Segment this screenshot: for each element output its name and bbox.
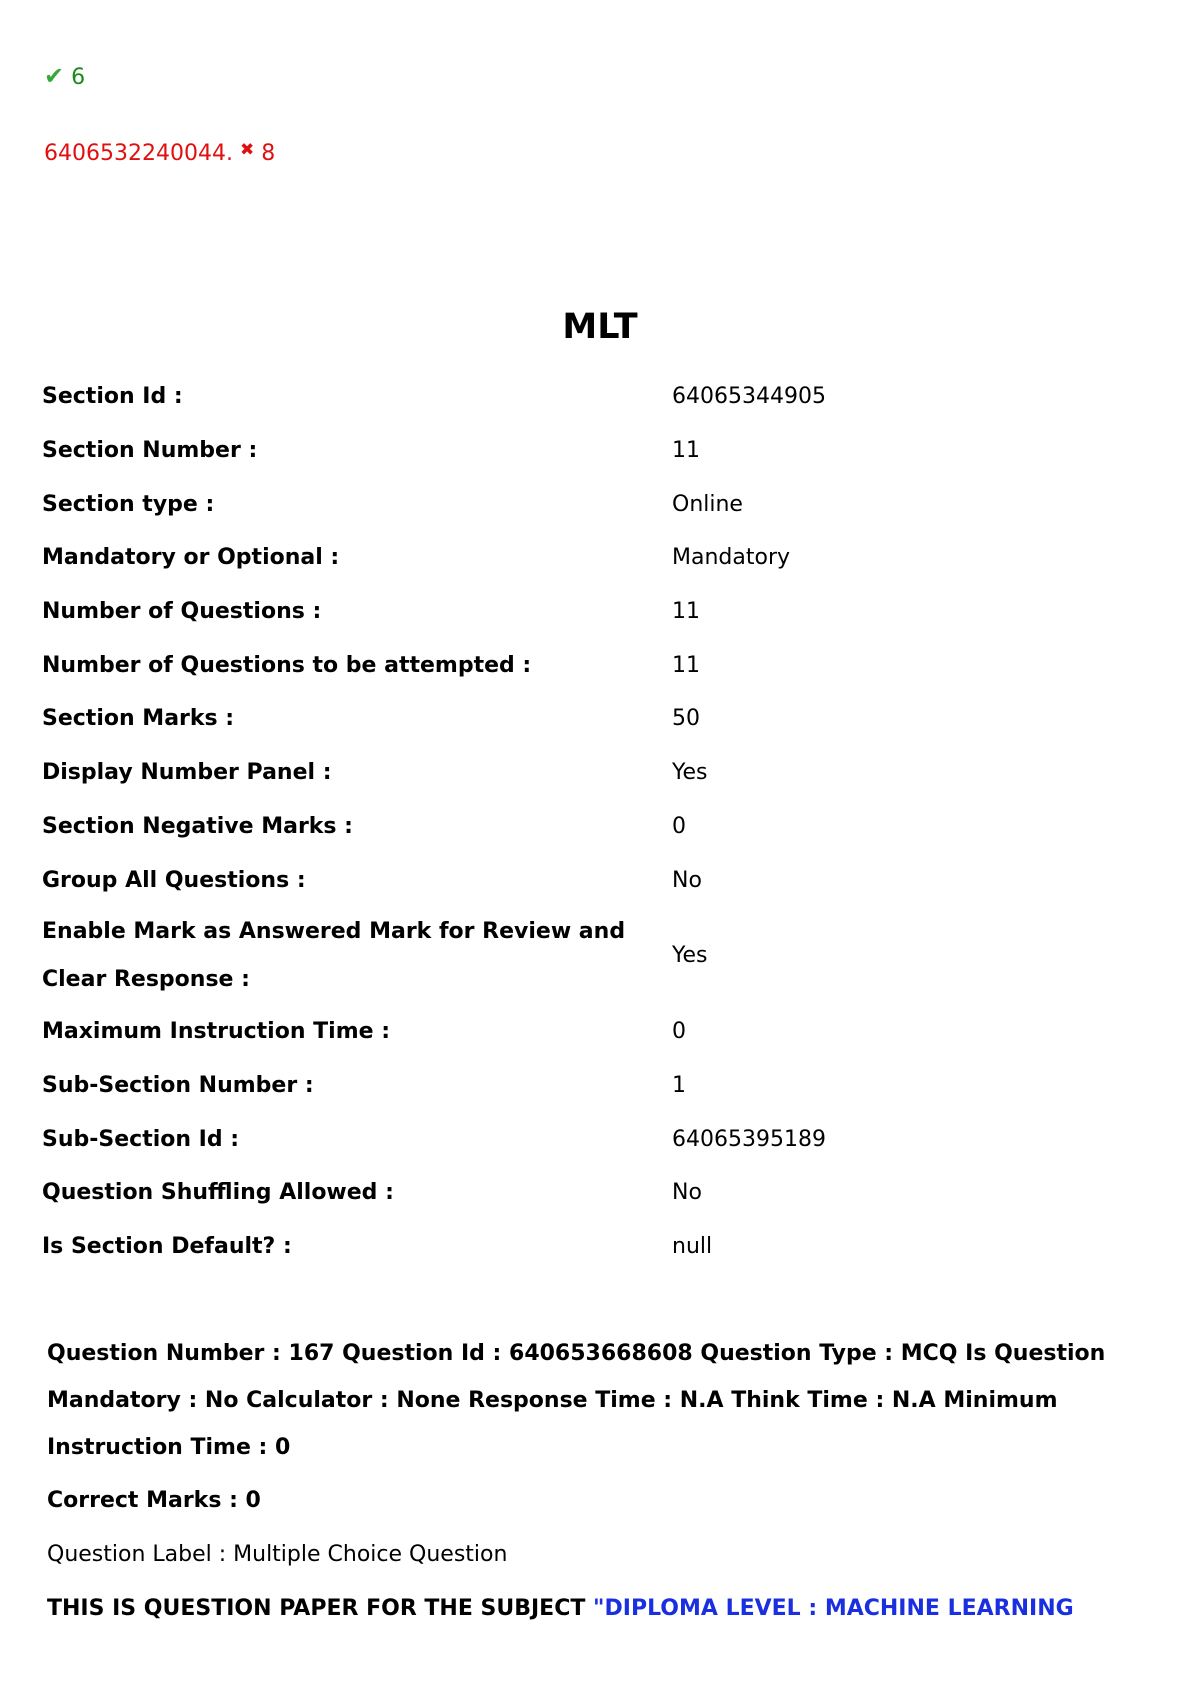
section-info-value: 0 xyxy=(672,1019,686,1045)
section-info-row xyxy=(42,1220,1142,1274)
section-info-label: Mandatory or Optional : xyxy=(42,545,340,571)
question-label: Question Label : Multiple Choice Question xyxy=(47,1542,508,1567)
section-info-row xyxy=(42,638,1142,692)
correct-indicator xyxy=(44,62,85,90)
section-info-label: Section Marks : xyxy=(42,706,235,732)
section-info-row xyxy=(42,853,1142,907)
section-info-label: Section Id : xyxy=(42,384,183,410)
section-info-value: 50 xyxy=(672,706,700,732)
checkmark-icon: ✔ xyxy=(44,62,65,90)
section-info-value: 11 xyxy=(672,599,700,625)
section-info-value: 1 xyxy=(672,1072,686,1098)
section-info-label: Group All Questions : xyxy=(42,867,306,893)
section-info-label: Sub-Section Id : xyxy=(42,1126,240,1152)
section-info-row xyxy=(42,585,1142,639)
section-info-label: Number of Questions : xyxy=(42,599,322,625)
section-info-row xyxy=(42,1005,1142,1059)
section-info-row xyxy=(42,800,1142,854)
section-info-value: 0 xyxy=(672,813,686,839)
subject-line xyxy=(47,1585,1177,1633)
section-info-label: Section Negative Marks : xyxy=(42,813,353,839)
question-meta: Question Number : 167 Question Id : 640653668608 Question Type : MCQ Is Question Mandatory : No Calculator : None Response Time : N.A Think Time : N.A Minimum Instruction Time : 0 xyxy=(47,1341,1106,1460)
cross-icon: ✖ xyxy=(239,140,255,160)
section-info-row xyxy=(42,370,1142,424)
section-info-value: 64065395189 xyxy=(672,1126,826,1152)
wrong-indicator xyxy=(44,140,275,166)
section-info-row xyxy=(42,424,1142,478)
section-info-row xyxy=(42,692,1142,746)
section-info-label: Question Shuffling Allowed : xyxy=(42,1180,394,1206)
section-info-value: Mandatory xyxy=(672,545,791,571)
section-info-label: Display Number Panel : xyxy=(42,760,332,786)
section-info-label: Enable Mark as Answered Mark for Review and Clear Response : xyxy=(42,918,626,992)
section-info-value: null xyxy=(672,1233,713,1259)
section-info-value: Yes xyxy=(672,943,708,969)
section-info-row xyxy=(42,531,1142,585)
section-info-value: Yes xyxy=(672,760,708,786)
section-info-value: No xyxy=(672,867,702,893)
section-info-value: 11 xyxy=(672,438,700,464)
wrong-count: 8 xyxy=(261,141,276,166)
section-info-label: Sub-Section Number : xyxy=(42,1072,314,1098)
section-info-value: Online xyxy=(672,491,743,517)
section-info-value: 11 xyxy=(672,652,700,678)
section-title: MLT xyxy=(562,307,638,347)
section-info-value: 64065344905 xyxy=(672,384,826,410)
section-info-table xyxy=(42,370,1142,1273)
section-info-label: Maximum Instruction Time : xyxy=(42,1019,390,1045)
section-info-label: Is Section Default? : xyxy=(42,1233,292,1259)
question-block xyxy=(47,1330,1177,1633)
correct-count: 6 xyxy=(71,65,86,90)
section-info-row xyxy=(42,746,1142,800)
section-info-label: Section Number : xyxy=(42,438,258,464)
correct-marks: Correct Marks : 0 xyxy=(47,1488,261,1513)
section-info-label: Section type : xyxy=(42,491,215,517)
section-info-row xyxy=(42,907,1142,1005)
section-info-row xyxy=(42,1166,1142,1220)
section-info-row xyxy=(42,1112,1142,1166)
section-info-row xyxy=(42,477,1142,531)
section-info-value: No xyxy=(672,1180,702,1206)
section-info-label: Number of Questions to be attempted : xyxy=(42,652,532,678)
wrong-question-id: 6406532240044. xyxy=(44,141,233,166)
section-info-row xyxy=(42,1059,1142,1113)
subject-name: "DIPLOMA LEVEL : MACHINE LEARNING xyxy=(593,1596,1074,1621)
subject-prefix: THIS IS QUESTION PAPER FOR THE SUBJECT xyxy=(47,1596,594,1621)
